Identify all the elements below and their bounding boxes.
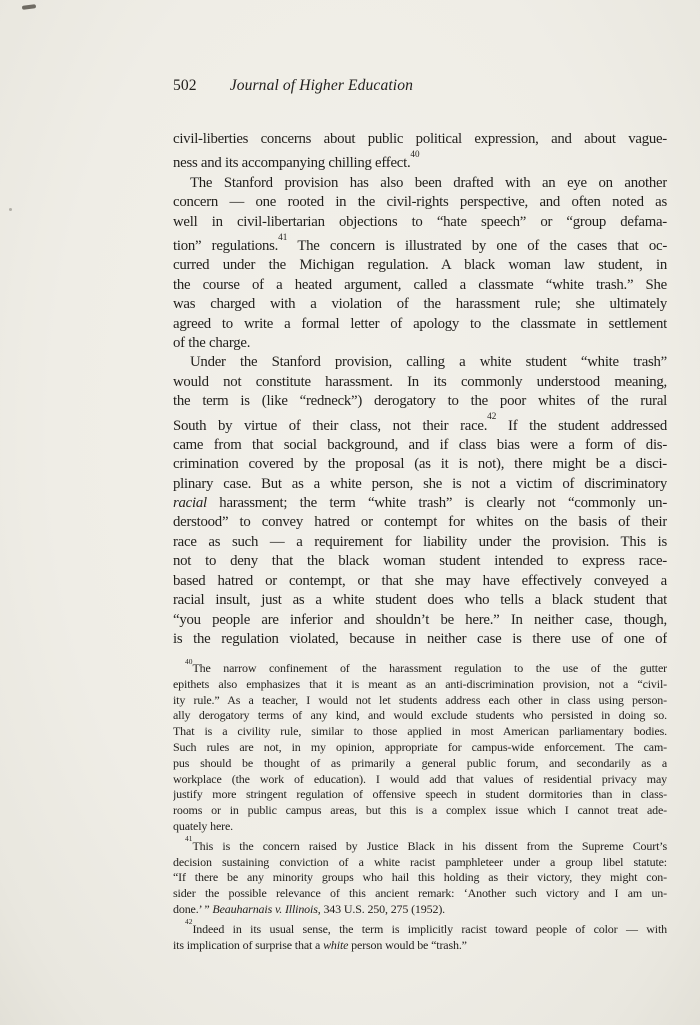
text-line: derstood” to convey hatred or contempt for whites on the basis of their [173,514,667,531]
footnote-marker: 41 [278,231,288,242]
text-line: agreed to write a formal letter of apology to the classmate in settlement [173,315,667,332]
text-line: workplace (the work of education). I would add that values of residential privacy may [173,771,667,786]
text-line: ity rule.” As a teacher, I would not let students address each other in class using person- [173,692,667,707]
running-head [173,77,667,95]
text-line: “you people are inferior and shouldn’t be here.” In neither case, though, [173,611,667,628]
text-line: pus should be thought of as primarily a general public forum, and secondarily as a [173,755,667,770]
footnotes-section [173,657,667,953]
text-line: would not constitute harassment. In its commonly understood meaning, [173,373,667,390]
text-line: race as such — a requirement for liability under the provision. This is [173,533,667,550]
text-line: tion” regulations.$^{41}$ The concern is illustrated by one of the cases that oc- [173,231,667,254]
italic-text: Beauharnais v. Illinois [212,901,318,916]
text-line: quately here. [173,818,234,833]
footnote-marker: 42 [487,411,497,422]
paragraph [173,353,667,649]
text-line: The Stanford provision has also been drafted with an eye on another [190,174,667,191]
text-line: $^{42}$Indeed in its usual sense, the term is implicitly racist toward people of color — with [185,917,667,936]
text-line: justify more stringent regulation of offensive speech in student dormitories than in class- [173,787,667,802]
footnote [173,918,667,954]
text-line: Under the Stanford provision, calling a white student “white trash” [190,354,667,371]
scan-artifact-speck [9,208,12,211]
text-line: racial harassment; the term “white trash” is clearly not “commonly un- [173,495,667,512]
text-line: the term is (like “redneck”) derogatory to the poor whites of the rural [173,393,667,410]
text-line: racial insult, just as a white student does who tells a black student that [173,592,667,609]
text-line: epithets also emphasizes that it is meant as an anti-discrimination provision, not a “civil- [173,676,667,691]
scan-artifact-speck [22,4,36,10]
text-line: sider the possible relevance of this ancient remark: ‘Another such victory and I am un- [173,886,667,901]
text-line: based hatred or contempt, or that she may have effectively conveyed a [173,572,667,589]
text-line: $^{41}$This is the concern raised by Justice Black in his dissent from the Supreme Court’s [185,834,667,853]
italic-text: racial [173,495,207,512]
text-line: rooms or in public campus areas, but this is a complex issue which I cannot treat ade- [173,803,667,818]
text-line: not to deny that the black woman student intended to express race- [173,553,667,570]
italic-text: white [323,937,349,952]
text-line: is the regulation violated, because in neither case is there use of one of [173,630,667,647]
footnote-marker: 40 [410,149,420,160]
text-line: That is a civility rule, similar to those applied in most American parliamentary bodies. [173,724,667,739]
text-line: done.’ ” Beauharnais v. Illinois, 343 U.S. 250, 275 (1952). [173,901,446,916]
article-body [173,130,667,649]
text-line: of the charge. [173,334,251,351]
text-line: ness and its accompanying chilling effect.$^{40}$ [173,149,420,172]
text-line: came from that social background, and if class bias were a form of dis- [173,436,667,453]
text-line: plinary case. But as a white person, she is not a victim of discriminatory [173,475,667,492]
page-number: 502 [173,77,197,94]
text-line: the course of a heated argument, called a classmate “white trash.” She [173,276,667,293]
text-line: $^{40}$The narrow confinement of the harassment regulation to the use of the gutter [185,657,667,675]
footnote-marker: 41 [185,834,193,844]
text-line: “If there be any minority groups who hail this holding as their victory, they might con- [173,870,667,885]
text-line: was charged with a violation of the harassment rule; she ultimately [173,296,667,313]
paragraph [173,130,667,174]
footnote-marker: 42 [185,917,193,927]
footnote [173,657,667,835]
text-line: ally derogatory terms of any kind, and would exclude students who persisted in doing so. [173,708,667,723]
text-line: concern — one rooted in the civil-rights perspective, and often noted as [173,194,667,211]
journal-title: Journal of Higher Education [229,77,414,94]
footnote [173,835,667,918]
paragraph [173,174,667,354]
text-line: its implication of surprise that a white person would be “trash.” [173,937,467,952]
text-line: curred under the Michigan regulation. A black woman law student, in [173,257,667,274]
text-line: Such rules are not, in my opinion, appropriate for campus-wide enforcement. The cam- [173,739,667,754]
text-line: South by virtue of their class, not their race.$^{42}$ If the student addressed [173,411,667,434]
text-line: decision sustaining conviction of a white racist pamphleteer under a group libel statute: [173,854,667,869]
footnote-marker: 40 [185,657,193,666]
text-line: well in civil-libertarian objections to “hate speech” or “group defama- [173,213,667,230]
text-line: crimination covered by the proposal (as it is not), there might be a disci- [173,456,667,473]
text-line: civil-liberties concerns about public political expression, and about vague- [173,131,667,147]
